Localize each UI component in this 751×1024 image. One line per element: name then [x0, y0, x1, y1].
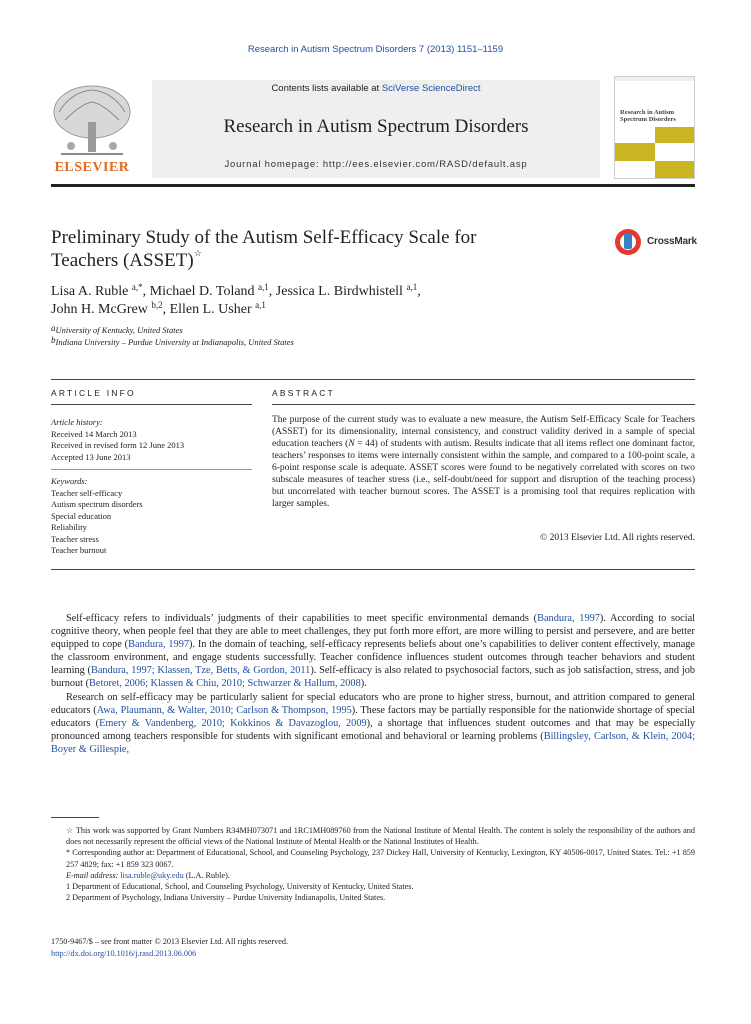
abstract-copyright: © 2013 Elsevier Ltd. All rights reserved.: [540, 533, 695, 543]
body-text-run: Research on self-efficacy may be particularly salient for special educators who are prone to higher stress, burnout, and attrition compared to general educators (: [51, 691, 695, 716]
email-link[interactable]: lisa.ruble@uky.edu: [120, 870, 184, 880]
crossmark-icon: [613, 227, 643, 257]
affiliations: [51, 324, 651, 348]
body-text-run: ).: [360, 678, 367, 690]
journal-citation[interactable]: Research in Autism Spectrum Disorders 7 (2013) 1151–1159: [247, 44, 504, 55]
email-footnote: E-mail address: lisa.ruble@uky.edu (L.A. Ruble).: [66, 870, 230, 880]
doi-link[interactable]: http://dx.doi.org/10.1016/j.rasd.2013.06.006: [51, 948, 197, 958]
footnote-rule: [51, 817, 99, 818]
body-paragraph-2: [51, 691, 695, 756]
footnotes: [51, 825, 695, 903]
keyword: Reliability: [51, 522, 87, 532]
keyword: Autism spectrum disorders: [51, 499, 143, 509]
sciencedirect-link[interactable]: SciVerse ScienceDirect: [381, 83, 481, 94]
author[interactable]: Jessica L. Birdwhistell $^{a,1}$: [275, 282, 418, 299]
contents-available-line: [152, 83, 600, 94]
funding-footnote: ☆ This work was supported by Grant Numbers R34MH073071 and 1RC1MH089760 from the National Institute of Mental Health. The content is solely the responsibility of the authors and does not necessarily represent the official views of the National Institute of Mental Health or the National Institutes of Health.: [66, 826, 695, 847]
title-footnote-star[interactable]: ☆: [193, 248, 202, 258]
cover-title: Research in Autism Spectrum Disorders: [620, 109, 676, 124]
section-rule-bottom: [51, 569, 695, 570]
author[interactable]: John H. McGrew $^{b,2}$: [51, 300, 163, 317]
abstract-text: The purpose of the current study was to evaluate a new measure, the Autism Self-Efficacy Scale for Teachers (ASSET) for its dimensionality, internal consistency, and construct validity derived in a sample of special education teachers (N = 44) of students with autism. Results indicate that all items reflect one dominant factor, teachers’ responses to items were internally consistent within the sample, and compared to a 100-point scale, a 6-point response scale is adequate. ASSET scores were found to be negatively correlated with scores on two subscale measures of teacher stress (i.e., self-doubt/need for support and disruption of the teaching process) but uncorrelated with teacher burnout scores. The ASSET is a promising tool that requires replication with larger samples.: [272, 415, 695, 509]
affiliation-b: $^b$Indiana University – Purdue University at Indianapolis, United States: [51, 335, 294, 347]
journal-masthead: [51, 68, 695, 184]
journal-cover-thumbnail: [614, 76, 695, 179]
citation-link[interactable]: Betoret, 2006; Klassen & Chiu, 2010; Schwarzer & Hallum, 2008: [89, 678, 361, 690]
journal-banner: [152, 80, 600, 178]
body-text-run: ). In the domain of teaching, self-efficacy represents beliefs about one’s capabilities to deliver content effectively, manage the classroom environment, and engage students successfully. Teacher confidence influences student outcomes through teacher behaviors and student learning (: [51, 639, 696, 677]
abstract-heading: ABSTRACT: [272, 388, 335, 398]
keyword: Teacher stress: [51, 533, 99, 544]
section-rule-top: [51, 379, 695, 380]
body-paragraph-1: [51, 612, 695, 691]
keyword: Teacher self-efficacy: [51, 487, 123, 498]
affiliation-a: $^a$University of Kentucky, United States: [51, 323, 183, 335]
info-divider: [51, 469, 252, 470]
elsevier-logo: [51, 82, 133, 178]
author[interactable]: Ellen L. Usher $^{a,1}$: [169, 300, 266, 317]
history-accepted: Accepted 13 June 2013: [51, 451, 131, 462]
issn-line: 1750-9467/$ – see front matter © 2013 Elsevier Ltd. All rights reserved.: [51, 937, 289, 946]
elsevier-tree-icon: [51, 82, 133, 158]
body-text-run: ), a shortage that influences student outcomes and that may be especially pronounced among teachers responsible for students with significant emotional and behavioral or learning problems (: [51, 717, 695, 742]
crossmark-badge[interactable]: [613, 227, 698, 257]
author[interactable]: Michael D. Toland $^{a,1}$: [149, 282, 269, 299]
footnote-2: 2 Department of Psychology, Indiana University – Purdue University Indianapolis, United States.: [66, 893, 386, 903]
elsevier-wordmark: ELSEVIER: [54, 160, 130, 175]
body-text: [51, 612, 695, 756]
keyword: Teacher burnout: [51, 545, 107, 555]
crossmark-label: CrossMark: [647, 236, 697, 247]
contents-prefix: Contents lists available at: [271, 83, 382, 94]
abstract-rule: [272, 404, 695, 405]
history-revised: Received in revised form 12 June 2013: [51, 440, 185, 450]
article-info: [51, 417, 251, 557]
author[interactable]: Lisa A. Ruble $^{a,*}$: [51, 282, 143, 299]
author-list: Lisa A. Ruble $^{a,*}$, Michael D. Toland $^{a,1}$, Jessica L. Birdwhistell $^{a,1}$, John H. McGrew $^{b,2}$, Ellen L. Usher $^{a,1}$: [51, 282, 421, 317]
citation-link[interactable]: Emery & Vandenberg, 2010; Kokkinos & Davazoglou, 2009: [99, 717, 367, 729]
citation-link[interactable]: Awa, Plaumann, & Walter, 2010; Carlson & Thompson, 1995: [96, 704, 352, 716]
body-text-run: ). According to social cognitive theory, when people feel that they are able to meet challenges, they put forth more effort, are more willing to persist and persevere, and are better equipped to cope (: [51, 613, 695, 651]
paper-title: [51, 226, 611, 272]
front-matter: [51, 936, 451, 959]
citation-link[interactable]: Billingsley, Carlson, & Klein, 2004; Boyer & Gillespie,: [51, 730, 695, 755]
history-label: Article history:: [51, 417, 103, 427]
journal-title: Research in Autism Spectrum Disorders: [223, 116, 529, 137]
article-info-rule: [51, 404, 252, 405]
masthead-rule: [51, 184, 695, 187]
citation-link[interactable]: Bandura, 1997; Klassen, Tze, Betts, & Gordon, 2011: [90, 665, 311, 677]
title-line-1: Preliminary Study of the Autism Self-Efficacy Scale for: [51, 227, 477, 248]
title-line-2: Teachers (ASSET): [51, 250, 194, 271]
body-text-run: Self-efficacy refers to individuals’ judgments of their capabilities to meet specific environmental demands (: [66, 613, 538, 624]
corresponding-author-footnote: * Corresponding author at: Department of Educational, School, and Counseling Psychology, 237 Dickey Hall, University of Kentucky, Lexington, KY 40506-0017, United States. Tel.: +1 859 257 4829; fax: +1 859 323 0067.: [66, 848, 695, 869]
article-info-heading: ARTICLE INFO: [51, 388, 136, 398]
body-text-run: ). These factors may be partially responsible for the nationwide shortage of special educators (: [51, 704, 695, 729]
keyword: Special education: [51, 510, 112, 521]
history-received: Received 14 March 2013: [51, 428, 137, 439]
keywords-label: Keywords:: [51, 476, 88, 486]
footnote-1: 1 Department of Educational, School, and Counseling Psychology, University of Kentucky, United States.: [66, 882, 414, 892]
journal-homepage[interactable]: Journal homepage: http://ees.elsevier.com/RASD/default.asp: [224, 159, 528, 170]
citation-link[interactable]: Bandura, 1997: [537, 613, 600, 624]
body-text-run: ). Self-efficacy is also related to psychosocial factors, such as job satisfaction, stress, and job burnout (: [51, 665, 695, 690]
citation-link[interactable]: Bandura, 1997: [128, 639, 190, 651]
